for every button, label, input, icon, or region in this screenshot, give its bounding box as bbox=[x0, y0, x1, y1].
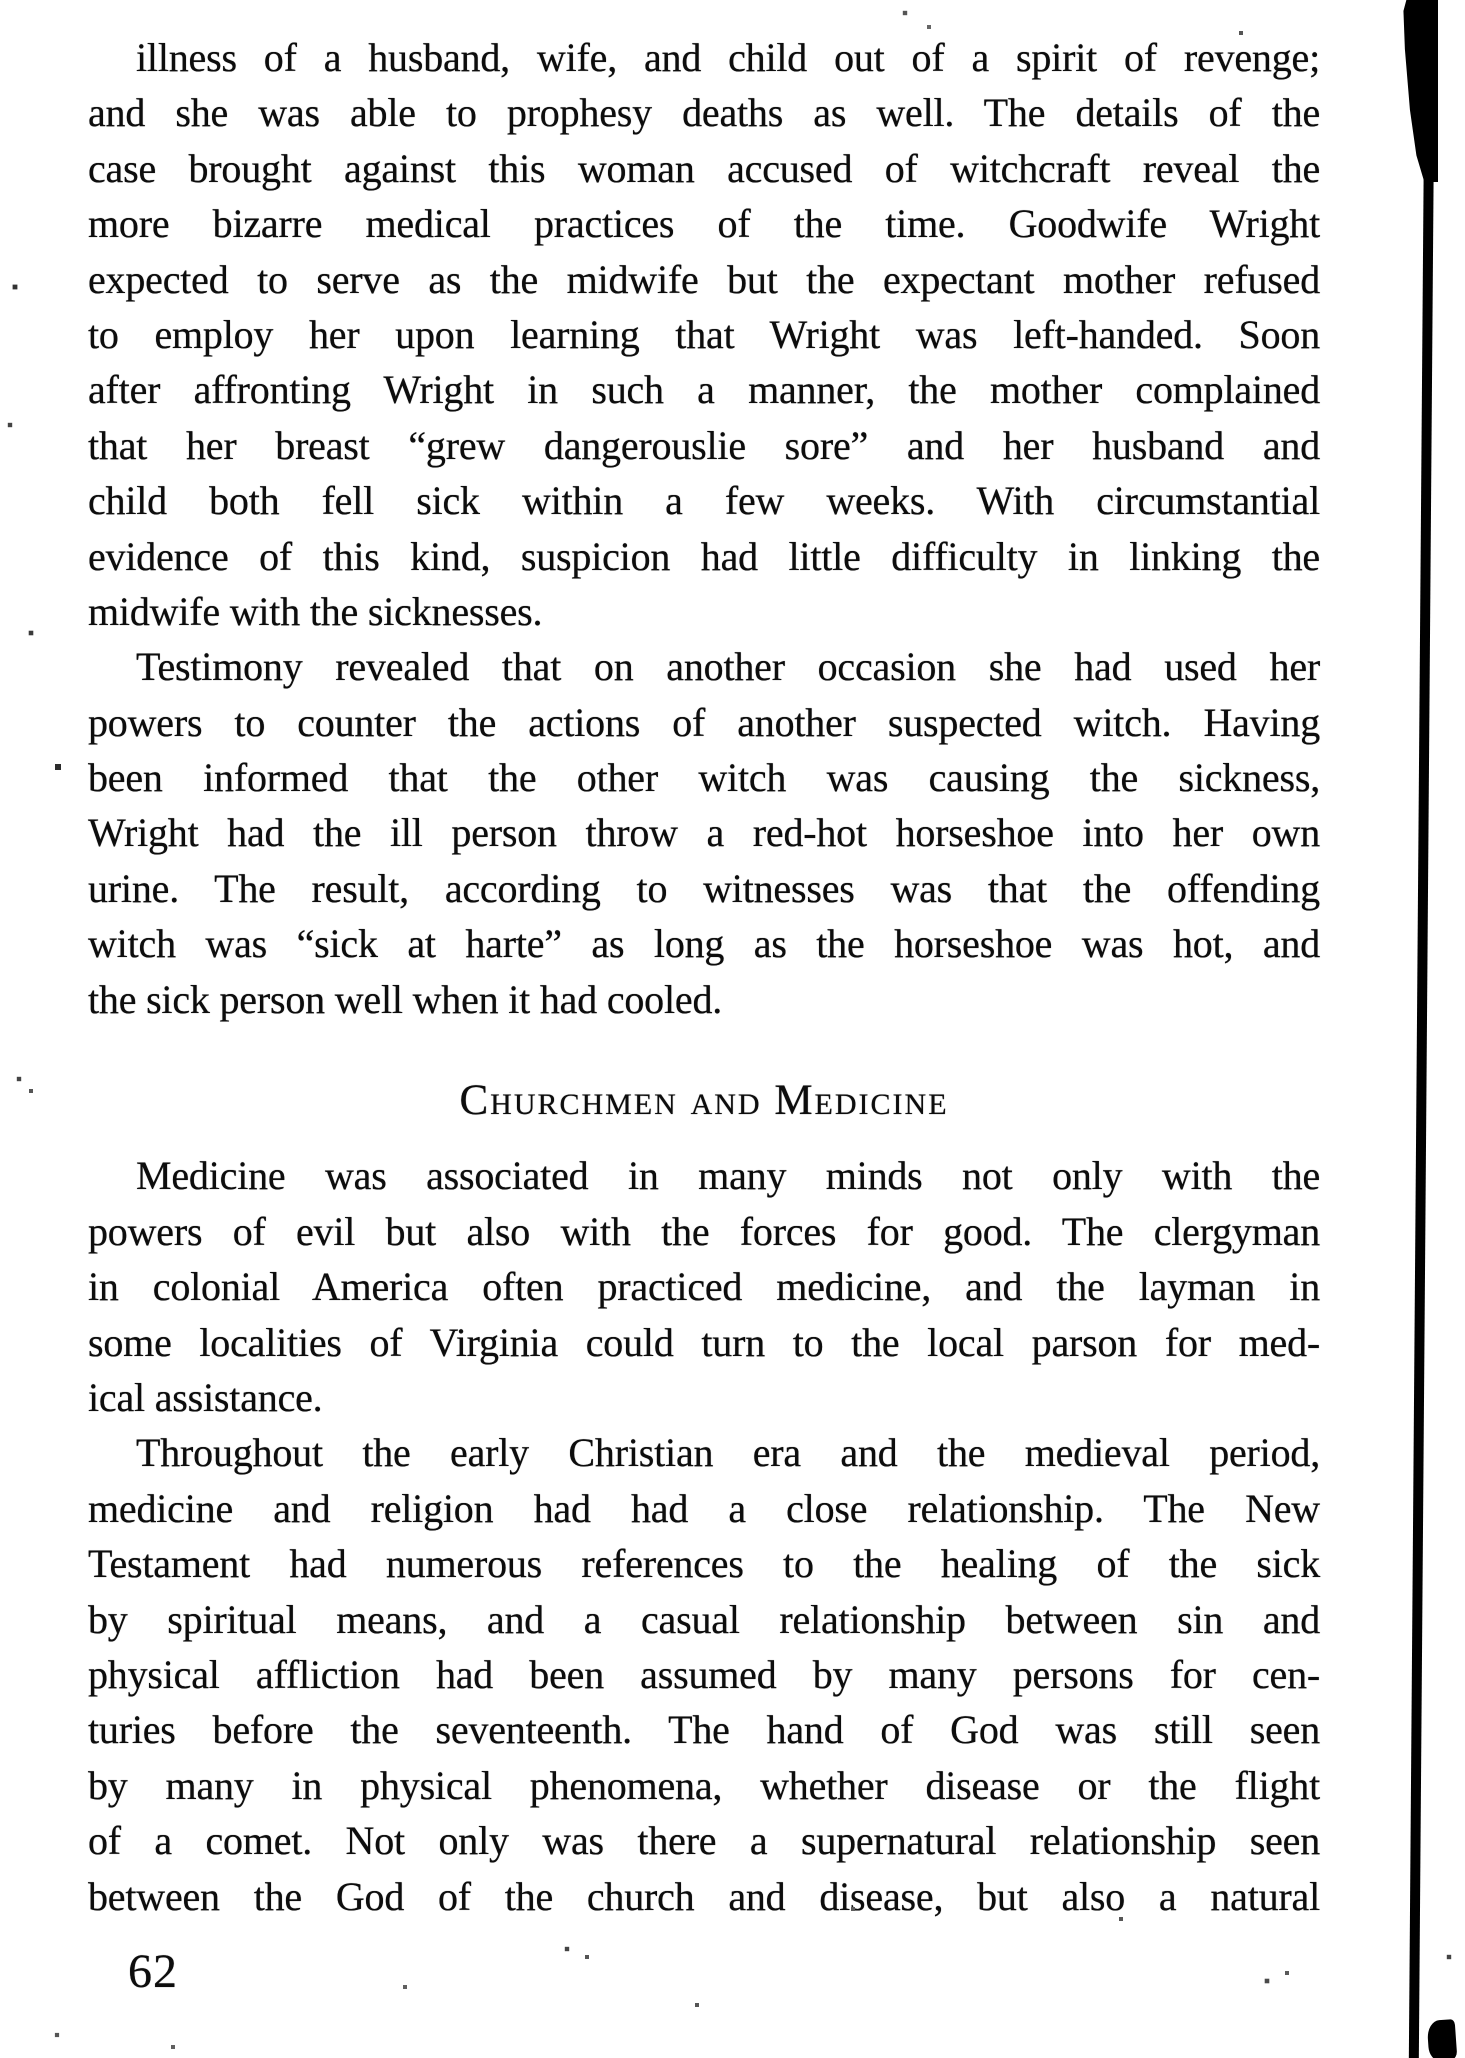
text-line: between the God of the church and disease, but also a natural bbox=[88, 1873, 1320, 1919]
text-line: the sick person well when it had cooled. bbox=[88, 976, 723, 1022]
text-line: child both fell sick within a few weeks. With circumstantial bbox=[88, 478, 1320, 524]
section-heading: Churchmen and Medicine bbox=[459, 1077, 949, 1125]
text-line: Throughout the early Christian era and the medieval period, bbox=[136, 1430, 1320, 1476]
scan-edge-line bbox=[1409, 0, 1435, 2058]
scan-noise-specks bbox=[0, 0, 2, 2]
text-line: evidence of this kind, suspicion had little difficulty in linking the bbox=[88, 533, 1320, 579]
text-line: expected to serve as the midwife but the expectant mother refused bbox=[88, 256, 1320, 302]
text-line: Wright had the ill person throw a red-hot horseshoe into her own bbox=[88, 810, 1320, 856]
text-line: and she was able to prophesy deaths as well. The details of the bbox=[88, 90, 1320, 136]
text-line: in colonial America often practiced medicine, and the layman in bbox=[88, 1264, 1320, 1310]
text-line: been informed that the other witch was causing the sickness, bbox=[88, 755, 1320, 801]
text-line: Testament had numerous references to the healing of the sick bbox=[88, 1541, 1320, 1587]
text-line: Medicine was associated in many minds not only with the bbox=[136, 1153, 1320, 1199]
text-line: that her breast “grew dangerouslie sore” and her husband and bbox=[88, 422, 1320, 468]
text-line: by many in physical phenomena, whether disease or the flight bbox=[88, 1762, 1320, 1808]
text-line: turies before the seventeenth. The hand of God was still seen bbox=[88, 1707, 1320, 1753]
text-line: illness of a husband, wife, and child out of a spirit of revenge; bbox=[136, 35, 1320, 80]
text-line: powers of evil but also with the forces for good. The clergyman bbox=[88, 1208, 1320, 1254]
text-line: urine. The result, according to witnesses was that the offending bbox=[88, 865, 1320, 911]
text-block bbox=[88, 30, 1320, 1924]
page-number: 62 bbox=[128, 1945, 178, 1998]
scan-edge-blob-bottom bbox=[1427, 2019, 1458, 2058]
text-line: ical assistance. bbox=[88, 1374, 323, 1420]
text-line: more bizarre medical practices of the time. Goodwife Wright bbox=[88, 201, 1320, 247]
text-line: physical affliction had been assumed by many persons for cen- bbox=[88, 1651, 1320, 1697]
text-line: after affronting Wright in such a manner, the mother complained bbox=[88, 367, 1320, 413]
text-line: of a comet. Not only was there a supernatural relationship seen bbox=[88, 1818, 1320, 1864]
text-line: medicine and religion had had a close relationship. The New bbox=[88, 1485, 1320, 1531]
text-line: powers to counter the actions of another suspected witch. Having bbox=[88, 699, 1320, 745]
text-line: witch was “sick at harte” as long as the horseshoe was hot, and bbox=[88, 921, 1320, 967]
text-line: some localities of Virginia could turn to the local parson for med- bbox=[88, 1319, 1320, 1365]
text-line: case brought against this woman accused of witchcraft reveal the bbox=[88, 145, 1320, 191]
text-line: midwife with the sicknesses. bbox=[88, 588, 543, 634]
text-line: Testimony revealed that on another occasion she had used her bbox=[136, 644, 1320, 690]
text-line: by spiritual means, and a casual relationship between sin and bbox=[88, 1596, 1320, 1642]
text-line: to employ her upon learning that Wright was left-handed. Soon bbox=[88, 311, 1320, 357]
